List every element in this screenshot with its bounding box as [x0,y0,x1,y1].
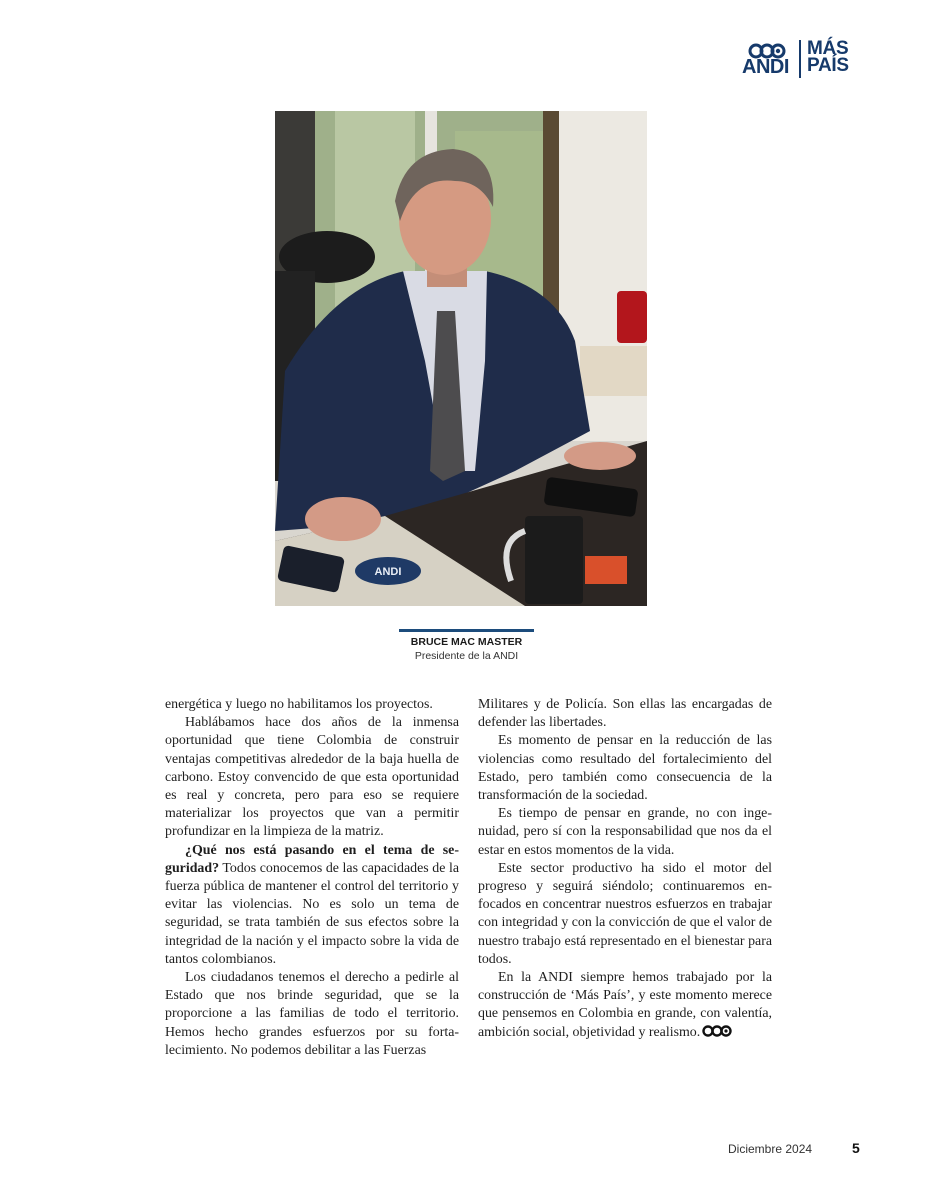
portrait-photo [275,111,647,606]
andi-mas-pais-logo [742,40,857,80]
article-column-right [478,696,772,1042]
paragraph-text: En la ANDI siempre hemos trabajado por la construcción de ‘Más País’, y este momento merece que pensemos en Colombia en grande, con valentía, ambición social, objetividad y realismo. [478,970,772,1040]
article-paragraph [165,842,459,969]
caption-role: Presidente de la ANDI [414,650,519,662]
article-paragraph: Es tiempo de pensar en grande, no con ingenuidad, pero sí con la responsabilidad que nos da el estar en estos momentos de la vida. [478,806,772,858]
article-paragraph: energética y luego no habilitamos los proyectos. [165,697,433,712]
article-paragraph: Es momento de pensar en la reducción de las violencias como resultado del fortalecimiento del Estado, pero también como consecuencia de la transformación de la sociedad. [478,733,772,804]
article-column-left [165,696,459,1060]
article-paragraph: Hablábamos hace dos años de la inmensa oportunidad que tiene Colombia de construir ventajas competitivas alrededor de la baja huella de carbono. Estoy convencido de que esta oportunidad es real y concreta, pero para eso se requiere materializar los proyectos que van a permitir profundizar en la limpieza de la matriz. [165,715,459,840]
coaster-text: ANDI [374,566,402,578]
logo-separator [799,40,801,78]
article-paragraph: Militares y de Policía. Son ellas las encargadas de defender las libertades. [478,697,772,731]
logo-mas-pais-text [807,40,849,74]
article-paragraph: Este sector productivo ha sido el motor del progreso y seguirá siéndolo; continuaremos enfocados en concentrar nuestros esfuerzos en trabajar con integridad y con la convicción de que el valor de nuestro trabajo está representado en el bienestar para todos. [478,860,772,967]
logo-mas: MÁS [807,38,849,59]
caption-name: BRUCE MAC MASTER [410,636,523,648]
logo-andi-text: ANDI [742,56,789,78]
footer-date: Diciembre 2024 [728,1142,813,1156]
logo-pais: PAÍS [807,55,849,76]
andi-end-mark-icon [702,1024,732,1038]
paragraph-text: Todos conocemos de las capacidades de la fuerza pública de mantener el control del territorio y evitar las violencias. No es solo un tema de seguridad, se trata también de sus efectos sobre la integridad de la nación y el impacto sobre la vida de tantos colombianos. [165,860,459,967]
portrait-illustration [275,111,647,606]
section-question: ¿Qué nos está pasando en el tema de seguridad? [165,842,459,876]
caption-rule [399,629,534,632]
page-number: 5 [852,1140,860,1156]
article-paragraph: Los ciudadanos tenemos el derecho a pedirle al Estado que nos brinde seguridad, que se la proporcione a las familias de todo el territorio. Hemos hecho grandes esfuerzos por su fortalecimiento. No podemos debilitar a las Fuerzas [165,970,459,1058]
article-paragraph [478,969,772,1042]
